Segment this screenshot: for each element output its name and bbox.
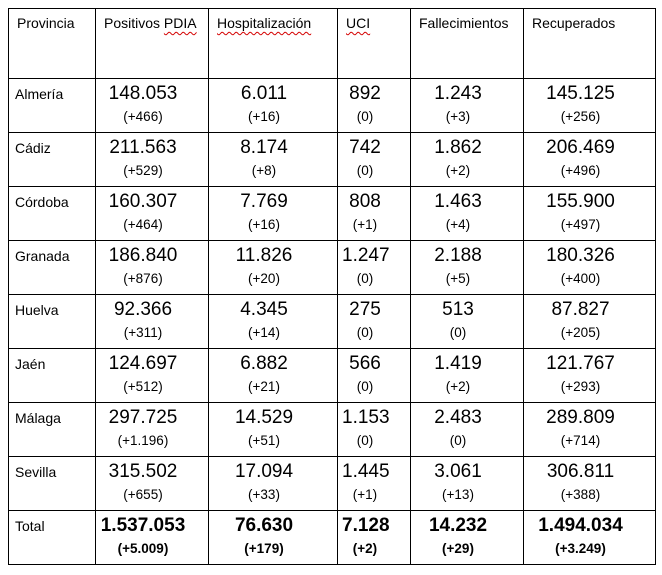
delta-value: (+256) bbox=[560, 109, 601, 124]
main-value: 297.725 bbox=[108, 407, 178, 428]
delta-value: (+16) bbox=[248, 217, 280, 232]
main-value: 160.307 bbox=[108, 191, 178, 212]
main-value: 2.483 bbox=[434, 407, 482, 428]
delta-value: (+714) bbox=[560, 433, 601, 448]
main-value: 180.326 bbox=[546, 245, 615, 266]
main-value: 1.463 bbox=[434, 191, 482, 212]
main-value: 289.809 bbox=[546, 407, 615, 428]
province-cell-cordoba: Córdoba bbox=[9, 187, 96, 241]
delta-value: (0) bbox=[356, 433, 374, 448]
header-cell-positivos-pdia bbox=[96, 9, 209, 79]
value-cell-cordoba-uci bbox=[338, 187, 411, 241]
delta-value: (+205) bbox=[560, 325, 601, 340]
main-value: 206.469 bbox=[546, 137, 615, 158]
header-label-misspelled: PDIA bbox=[163, 15, 197, 31]
row-jaen bbox=[9, 349, 656, 403]
value-cell-almeria-positivos-pdia bbox=[96, 79, 209, 133]
delta-value: (0) bbox=[356, 325, 374, 340]
header-cell-provincia bbox=[9, 9, 96, 79]
value-cell-jaen-uci bbox=[338, 349, 411, 403]
value-cell-sevilla-hospitalizacion bbox=[209, 457, 338, 511]
main-value: 7.769 bbox=[240, 191, 288, 212]
main-value: 513 bbox=[442, 299, 474, 320]
main-value: 315.502 bbox=[108, 461, 178, 482]
header-label: Positivos bbox=[104, 15, 164, 31]
value-cell-cadiz-hospitalizacion bbox=[209, 133, 338, 187]
delta-value: (+29) bbox=[442, 541, 474, 556]
header-label: Provincia bbox=[17, 15, 75, 31]
main-value: 121.767 bbox=[546, 353, 615, 374]
main-value: 1.445 bbox=[342, 461, 390, 482]
row-cordoba bbox=[9, 187, 656, 241]
value-cell-granada-hospitalizacion bbox=[209, 241, 338, 295]
delta-value: (+51) bbox=[248, 433, 280, 448]
value-cell-huelva-hospitalizacion bbox=[209, 295, 338, 349]
row-almeria bbox=[9, 79, 656, 133]
main-value: 808 bbox=[349, 191, 381, 212]
delta-value: (0) bbox=[449, 433, 467, 448]
delta-value: (+4) bbox=[445, 217, 471, 232]
main-value: 306.811 bbox=[546, 461, 615, 482]
value-cell-total-recuperados bbox=[524, 511, 656, 565]
delta-value: (+3.249) bbox=[555, 541, 606, 556]
delta-value: (+529) bbox=[123, 163, 163, 178]
province-cell-cadiz: Cádiz bbox=[9, 133, 96, 187]
value-cell-total-uci bbox=[338, 511, 411, 565]
delta-value: (+1) bbox=[352, 217, 378, 232]
delta-value: (0) bbox=[356, 163, 374, 178]
main-value: 6.011 bbox=[240, 83, 288, 104]
delta-value: (+21) bbox=[248, 379, 280, 394]
row-cadiz bbox=[9, 133, 656, 187]
value-cell-malaga-fallecimientos bbox=[411, 403, 524, 457]
value-cell-huelva-recuperados bbox=[524, 295, 656, 349]
main-value: 92.366 bbox=[113, 299, 173, 320]
delta-value: (+466) bbox=[123, 109, 163, 124]
header-cell-recuperados bbox=[524, 9, 656, 79]
main-value: 275 bbox=[349, 299, 381, 320]
header-cell-uci bbox=[338, 9, 411, 79]
value-cell-almeria-recuperados bbox=[524, 79, 656, 133]
delta-value: (+512) bbox=[123, 379, 163, 394]
value-cell-jaen-hospitalizacion bbox=[209, 349, 338, 403]
value-cell-malaga-hospitalizacion bbox=[209, 403, 338, 457]
main-value: 14.529 bbox=[234, 407, 294, 428]
row-granada bbox=[9, 241, 656, 295]
value-cell-malaga-recuperados bbox=[524, 403, 656, 457]
province-cell-huelva: Huelva bbox=[9, 295, 96, 349]
delta-value: (+1.196) bbox=[117, 433, 169, 448]
value-cell-granada-uci bbox=[338, 241, 411, 295]
value-cell-almeria-hospitalizacion bbox=[209, 79, 338, 133]
row-total bbox=[9, 511, 656, 565]
header-label: Recuperados bbox=[532, 15, 616, 31]
delta-value: (+464) bbox=[123, 217, 163, 232]
value-cell-almeria-fallecimientos bbox=[411, 79, 524, 133]
delta-value: (+311) bbox=[123, 325, 163, 340]
main-value: 3.061 bbox=[434, 461, 482, 482]
main-value: 1.247 bbox=[342, 245, 390, 266]
province-cell-sevilla: Sevilla bbox=[9, 457, 96, 511]
value-cell-huelva-uci bbox=[338, 295, 411, 349]
value-cell-granada-positivos-pdia bbox=[96, 241, 209, 295]
province-cell-almeria: Almería bbox=[9, 79, 96, 133]
value-cell-cordoba-recuperados bbox=[524, 187, 656, 241]
delta-value: (+20) bbox=[248, 271, 280, 286]
main-value: 2.188 bbox=[434, 245, 482, 266]
main-value: 1.419 bbox=[434, 353, 482, 374]
main-value: 148.053 bbox=[108, 83, 178, 104]
main-value: 742 bbox=[349, 137, 381, 158]
delta-value: (+496) bbox=[560, 163, 601, 178]
province-cell-malaga: Málaga bbox=[9, 403, 96, 457]
main-value: 7.128 bbox=[342, 515, 390, 536]
value-cell-almeria-uci bbox=[338, 79, 411, 133]
delta-value: (+14) bbox=[248, 325, 280, 340]
header-row bbox=[9, 9, 656, 79]
main-value: 1.494.034 bbox=[538, 515, 623, 536]
delta-value: (+5.009) bbox=[117, 541, 169, 556]
value-cell-cordoba-fallecimientos bbox=[411, 187, 524, 241]
delta-value: (+388) bbox=[560, 487, 601, 502]
value-cell-sevilla-uci bbox=[338, 457, 411, 511]
value-cell-malaga-positivos-pdia bbox=[96, 403, 209, 457]
delta-value: (+293) bbox=[560, 379, 601, 394]
main-value: 892 bbox=[349, 83, 381, 104]
value-cell-granada-recuperados bbox=[524, 241, 656, 295]
value-cell-jaen-fallecimientos bbox=[411, 349, 524, 403]
delta-value: (+2) bbox=[352, 541, 378, 556]
header-label: Fallecimientos bbox=[419, 15, 509, 31]
delta-value: (+13) bbox=[442, 487, 474, 502]
delta-value: (+1) bbox=[352, 487, 378, 502]
header-label-misspelled: UCI bbox=[346, 15, 371, 31]
delta-value: (+2) bbox=[445, 379, 471, 394]
value-cell-cordoba-positivos-pdia bbox=[96, 187, 209, 241]
header-label-misspelled: Hospitalización bbox=[217, 15, 312, 31]
province-cell-jaen: Jaén bbox=[9, 349, 96, 403]
main-value: 1.153 bbox=[342, 407, 390, 428]
province-cell-granada: Granada bbox=[9, 241, 96, 295]
value-cell-cadiz-uci bbox=[338, 133, 411, 187]
value-cell-jaen-recuperados bbox=[524, 349, 656, 403]
covid-province-table bbox=[8, 8, 656, 565]
delta-value: (+8) bbox=[251, 163, 277, 178]
main-value: 1.243 bbox=[434, 83, 482, 104]
value-cell-sevilla-recuperados bbox=[524, 457, 656, 511]
main-value: 1.537.053 bbox=[100, 515, 186, 536]
delta-value: (+497) bbox=[560, 217, 601, 232]
main-value: 124.697 bbox=[108, 353, 178, 374]
delta-value: (+2) bbox=[445, 163, 471, 178]
header-cell-fallecimientos bbox=[411, 9, 524, 79]
value-cell-jaen-positivos-pdia bbox=[96, 349, 209, 403]
main-value: 1.862 bbox=[434, 137, 482, 158]
main-value: 566 bbox=[349, 353, 381, 374]
value-cell-granada-fallecimientos bbox=[411, 241, 524, 295]
main-value: 155.900 bbox=[546, 191, 615, 212]
main-value: 14.232 bbox=[428, 515, 488, 536]
delta-value: (+5) bbox=[445, 271, 471, 286]
main-value: 186.840 bbox=[108, 245, 178, 266]
row-huelva bbox=[9, 295, 656, 349]
main-value: 76.630 bbox=[234, 515, 294, 536]
delta-value: (+16) bbox=[248, 109, 280, 124]
delta-value: (+400) bbox=[560, 271, 601, 286]
main-value: 211.563 bbox=[109, 137, 177, 158]
main-value: 17.094 bbox=[234, 461, 294, 482]
row-malaga bbox=[9, 403, 656, 457]
value-cell-cadiz-fallecimientos bbox=[411, 133, 524, 187]
value-cell-total-positivos-pdia bbox=[96, 511, 209, 565]
main-value: 87.827 bbox=[551, 299, 610, 320]
main-value: 8.174 bbox=[240, 137, 288, 158]
delta-value: (+655) bbox=[123, 487, 163, 502]
main-value: 4.345 bbox=[240, 299, 288, 320]
delta-value: (0) bbox=[449, 325, 467, 340]
main-value: 6.882 bbox=[240, 353, 288, 374]
delta-value: (0) bbox=[356, 109, 374, 124]
delta-value: (+33) bbox=[248, 487, 280, 502]
delta-value: (0) bbox=[356, 271, 374, 286]
value-cell-cadiz-positivos-pdia bbox=[96, 133, 209, 187]
delta-value: (+876) bbox=[123, 271, 163, 286]
value-cell-sevilla-positivos-pdia bbox=[96, 457, 209, 511]
value-cell-huelva-positivos-pdia bbox=[96, 295, 209, 349]
header-cell-hospitalizacion bbox=[209, 9, 338, 79]
main-value: 11.826 bbox=[235, 245, 293, 266]
province-cell-total: Total bbox=[9, 511, 96, 565]
value-cell-total-hospitalizacion bbox=[209, 511, 338, 565]
delta-value: (+179) bbox=[244, 541, 284, 556]
value-cell-sevilla-fallecimientos bbox=[411, 457, 524, 511]
delta-value: (0) bbox=[356, 379, 374, 394]
value-cell-cordoba-hospitalizacion bbox=[209, 187, 338, 241]
value-cell-total-fallecimientos bbox=[411, 511, 524, 565]
delta-value: (+3) bbox=[445, 109, 471, 124]
main-value: 145.125 bbox=[546, 83, 615, 104]
value-cell-huelva-fallecimientos bbox=[411, 295, 524, 349]
value-cell-malaga-uci bbox=[338, 403, 411, 457]
row-sevilla bbox=[9, 457, 656, 511]
value-cell-cadiz-recuperados bbox=[524, 133, 656, 187]
